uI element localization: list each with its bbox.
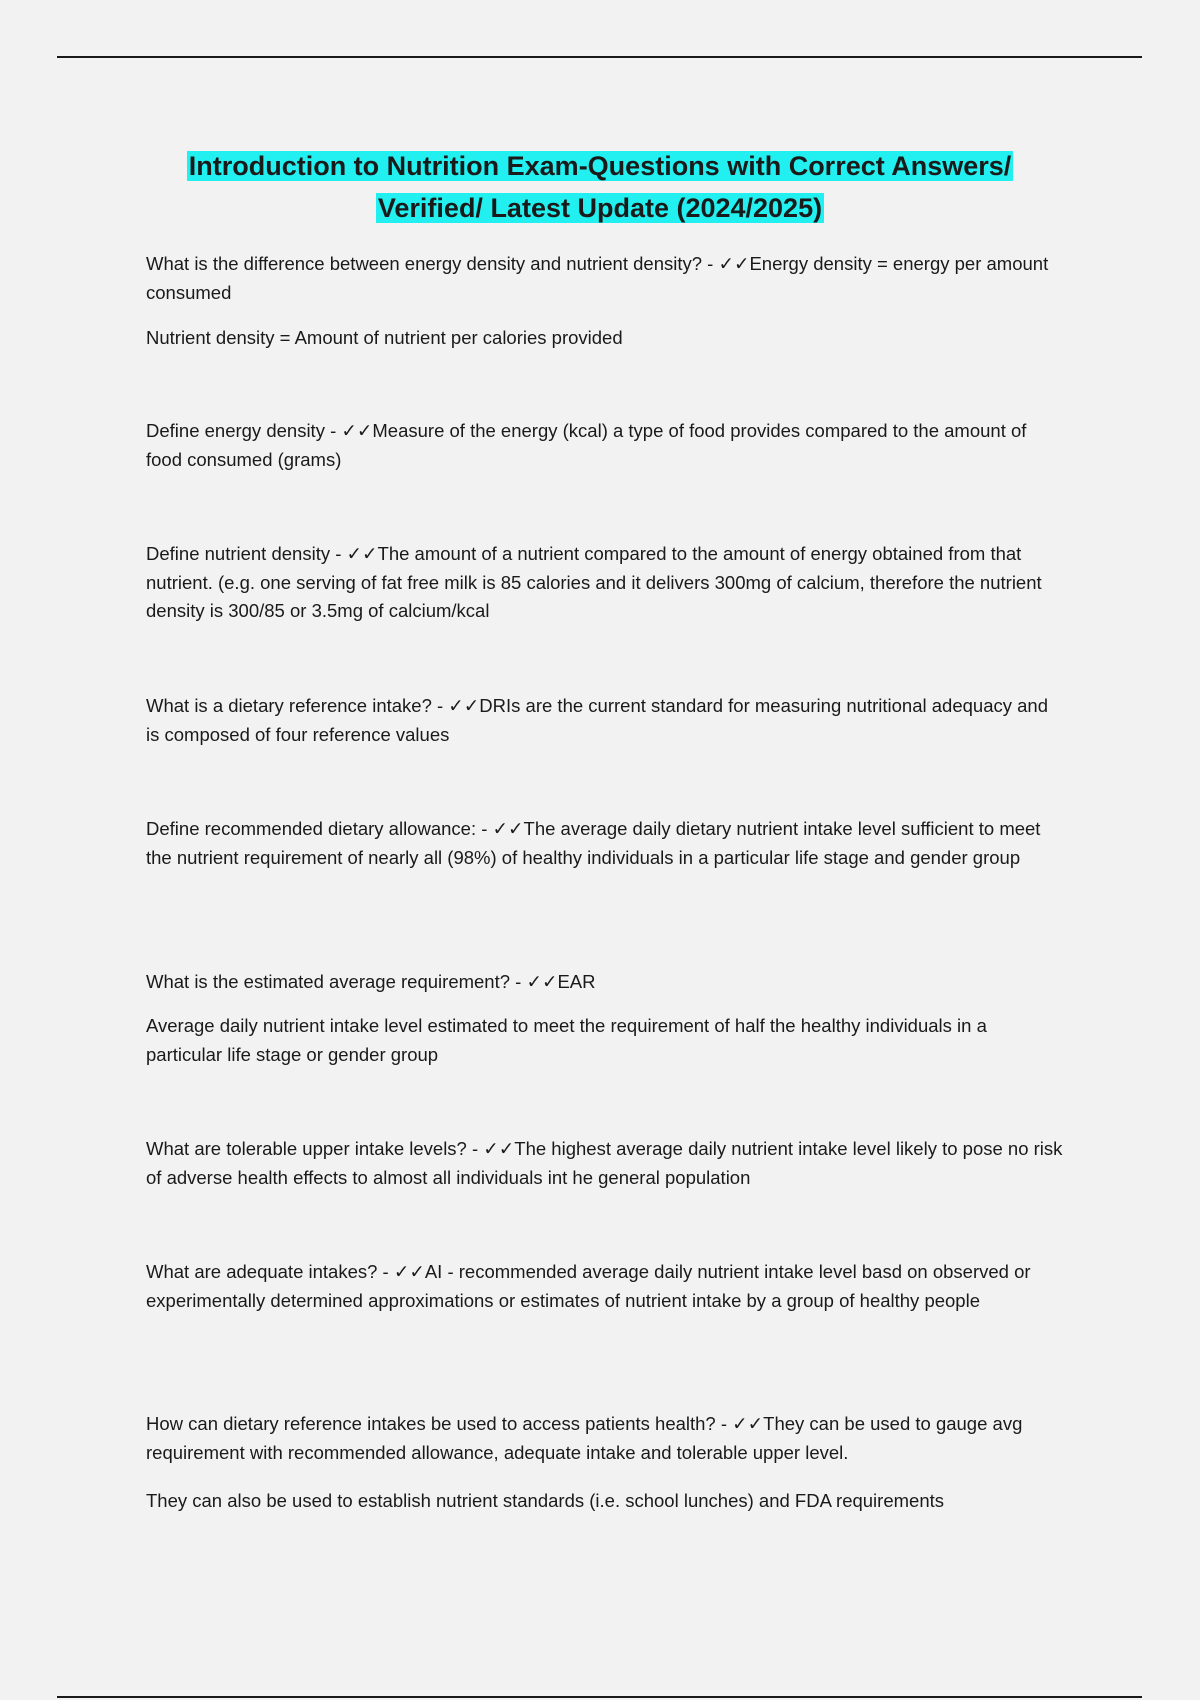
qa-energy-vs-nutrient-density: What is the difference between energy density and nutrient density? - ✓✓Energy density = energy per amount consumed [146, 253, 1049, 303]
qa-estimated-average-requirement: What is the estimated average requirement? - ✓✓EAR [146, 971, 596, 992]
qa-adequate-intakes: What are adequate intakes? - ✓✓AI - recommended average daily nutrient intake level basd on observed or experimentally determined approximations or estimates of nutrient intake by a group of healthy people [146, 1261, 1031, 1311]
title-line-2: Verified/ Latest Update (2024/2025) [377, 193, 823, 223]
qa-ear-definition: Average daily nutrient intake level estimated to meet the requirement of half the healthy individuals in a particular life stage or gender group [146, 1015, 987, 1065]
qa-recommended-dietary-allowance: Define recommended dietary allowance: - ✓✓The average daily dietary nutrient intake level sufficient to meet the nutrient requirement of nearly all (98%) of healthy individuals in a particular life stage and gender group [146, 818, 1041, 868]
qa-tolerable-upper-intake-levels: What are tolerable upper intake levels? - ✓✓The highest average daily nutrient intake level likely to pose no risk of adverse health effects to almost all individuals int he general population [146, 1138, 1063, 1188]
qa-nutrient-density-definition: Nutrient density = Amount of nutrient per calories provided [146, 327, 623, 348]
title-line-1: Introduction to Nutrition Exam-Questions with Correct Answers/ [188, 151, 1012, 181]
qa-dietary-reference-intake: What is a dietary reference intake? - ✓✓DRIs are the current standard for measuring nutritional adequacy and is composed of four reference values [146, 695, 1048, 745]
qa-dri-patient-health: How can dietary reference intakes be used to access patients health? - ✓✓They can be used to gauge avg requirement with recommended allowance, adequate intake and tolerable upper level. [146, 1413, 1023, 1463]
qa-nutrient-standards: They can also be used to establish nutrient standards (i.e. school lunches) and FDA requirements [146, 1490, 944, 1511]
qa-define-nutrient-density: Define nutrient density - ✓✓The amount of a nutrient compared to the amount of energy obtained from that nutrient. (e.g. one serving of fat free milk is 85 calories and it delivers 300mg of calcium, therefore the nutrient density is 300/85 or 3.5mg of calcium/kcal [146, 543, 1042, 621]
bottom-rule [57, 1696, 1142, 1698]
top-rule [57, 56, 1142, 58]
document-title [100, 145, 1100, 229]
qa-define-energy-density: Define energy density - ✓✓Measure of the energy (kcal) a type of food provides compared to the amount of food consumed (grams) [146, 420, 1027, 470]
